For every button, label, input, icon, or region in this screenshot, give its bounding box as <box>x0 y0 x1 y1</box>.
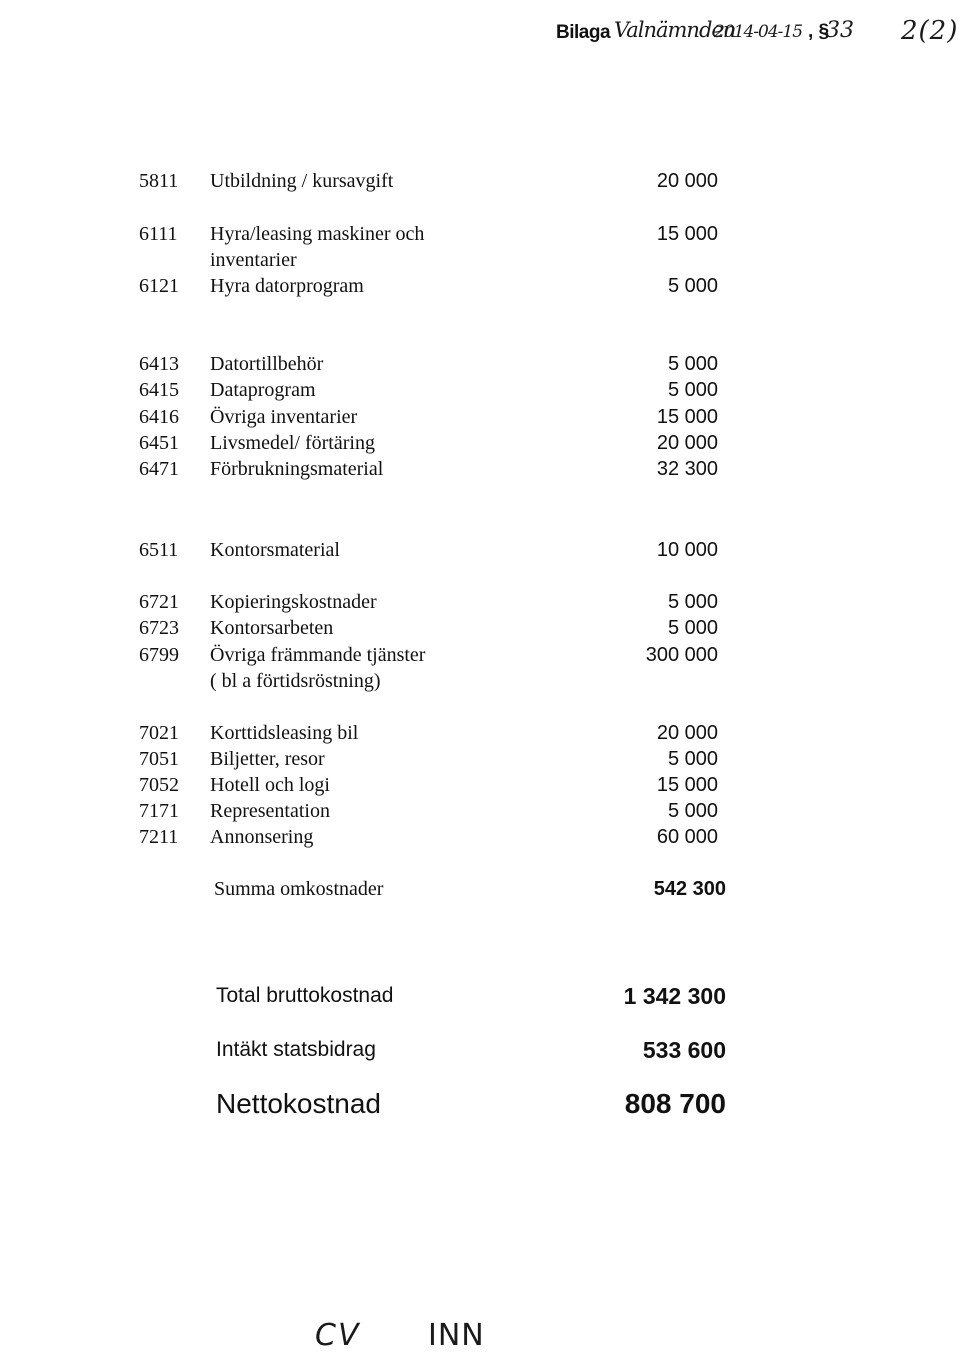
ledger-row <box>0 456 960 482</box>
paragraph-mark: , § <box>808 21 830 42</box>
account-label: Kontorsarbeten <box>210 617 334 639</box>
handwritten-date: 2014-04-15 <box>714 22 803 42</box>
account-code: 7021 <box>139 722 179 744</box>
account-amount: 60 000 <box>656 826 718 848</box>
bilaga-label: Bilaga <box>556 22 611 43</box>
ledger-row <box>0 377 960 403</box>
account-amount: 20 000 <box>656 170 718 192</box>
account-label: Övriga inventarier <box>210 406 358 428</box>
account-code: 6799 <box>139 644 179 666</box>
account-amount: 20 000 <box>656 722 718 744</box>
account-amount: 15 000 <box>656 223 718 245</box>
account-amount: 10 000 <box>656 539 718 561</box>
account-code: 6723 <box>139 617 179 639</box>
ledger-row <box>0 221 960 271</box>
account-amount: 5 000 <box>667 617 718 639</box>
account-label: Dataprogram <box>210 379 316 401</box>
account-label: Kontorsmaterial <box>210 539 340 561</box>
ledger-row <box>0 642 960 692</box>
account-amount: 20 000 <box>656 432 718 454</box>
account-code: 6721 <box>139 591 179 613</box>
total-gross-row <box>0 980 960 1012</box>
total-gross-label: Total bruttokostnad <box>216 984 394 1007</box>
account-code: 6511 <box>139 539 179 561</box>
grant-income-row <box>0 1034 960 1066</box>
ledger-row <box>0 615 960 641</box>
account-code: 6413 <box>139 353 179 375</box>
account-code: 5811 <box>139 170 179 192</box>
account-label: Annonsering <box>210 826 314 848</box>
account-code: 7052 <box>139 774 179 796</box>
ledger-row <box>0 824 960 850</box>
account-label: Biljetter, resor <box>210 748 325 770</box>
account-code: 6415 <box>139 379 179 401</box>
ledger-row <box>0 720 960 746</box>
account-code: 6471 <box>139 458 179 480</box>
account-code: 6111 <box>139 223 178 245</box>
total-gross-amount: 1 342 300 <box>623 983 726 1009</box>
account-amount: 5 000 <box>667 275 718 297</box>
handwritten-page-number: 2(2) <box>901 16 959 46</box>
account-code: 6121 <box>139 275 179 297</box>
account-code: 7211 <box>139 826 179 848</box>
account-code: 6416 <box>139 406 179 428</box>
ledger-row <box>0 273 960 299</box>
ledger-row <box>0 589 960 615</box>
account-label: Hyra/leasing maskiner och <box>210 223 425 245</box>
net-cost-row <box>0 1084 960 1124</box>
ledger-row <box>0 430 960 456</box>
net-cost-amount: 808 700 <box>624 1088 726 1119</box>
ledger-row <box>0 404 960 430</box>
ledger-row <box>0 772 960 798</box>
account-code: 6451 <box>139 432 179 454</box>
handwritten-initials-2: INN <box>428 1318 485 1353</box>
account-amount: 5 000 <box>667 353 718 375</box>
account-label: Förbrukningsmaterial <box>210 458 384 480</box>
account-amount: 300 000 <box>645 644 718 666</box>
summary-amount: 542 300 <box>653 878 726 900</box>
account-label: Hotell och logi <box>210 774 330 796</box>
account-amount: 5 000 <box>667 379 718 401</box>
ledger-row <box>0 798 960 824</box>
account-label: Utbildning / kursavgift <box>210 170 394 192</box>
grant-income-amount: 533 600 <box>642 1037 726 1063</box>
ledger-row <box>0 746 960 772</box>
account-label: Övriga främmande tjänster <box>210 644 426 666</box>
net-cost-label: Nettokostnad <box>216 1088 381 1119</box>
ledger-row <box>0 168 960 194</box>
account-label: Kopieringskostnader <box>210 591 377 613</box>
ledger-row <box>0 537 960 563</box>
account-label: Datortillbehör <box>210 353 324 375</box>
summary-row <box>0 876 960 902</box>
account-code: 7051 <box>139 748 179 770</box>
grant-income-label: Intäkt statsbidrag <box>216 1038 376 1061</box>
account-amount: 5 000 <box>667 800 718 822</box>
ledger-row <box>0 351 960 377</box>
account-amount: 15 000 <box>656 774 718 796</box>
account-label: Korttidsleasing bil <box>210 722 359 744</box>
handwritten-initials-1: CV <box>315 1318 361 1353</box>
account-amount: 32 300 <box>656 458 718 480</box>
account-amount: 5 000 <box>667 748 718 770</box>
handwritten-section-number: 33 <box>826 18 854 43</box>
handwritten-committee: Valnämnden <box>614 18 736 42</box>
summary-label: Summa omkostnader <box>214 878 384 900</box>
account-label: Hyra datorprogram <box>210 275 364 297</box>
account-amount: 15 000 <box>656 406 718 428</box>
account-label: Livsmedel/ förtäring <box>210 432 375 454</box>
account-amount: 5 000 <box>667 591 718 613</box>
account-label-continuation: ( bl a förtidsröstning) <box>210 670 381 692</box>
account-label-continuation: inventarier <box>210 249 297 271</box>
account-label: Representation <box>210 800 330 822</box>
account-code: 7171 <box>139 800 179 822</box>
